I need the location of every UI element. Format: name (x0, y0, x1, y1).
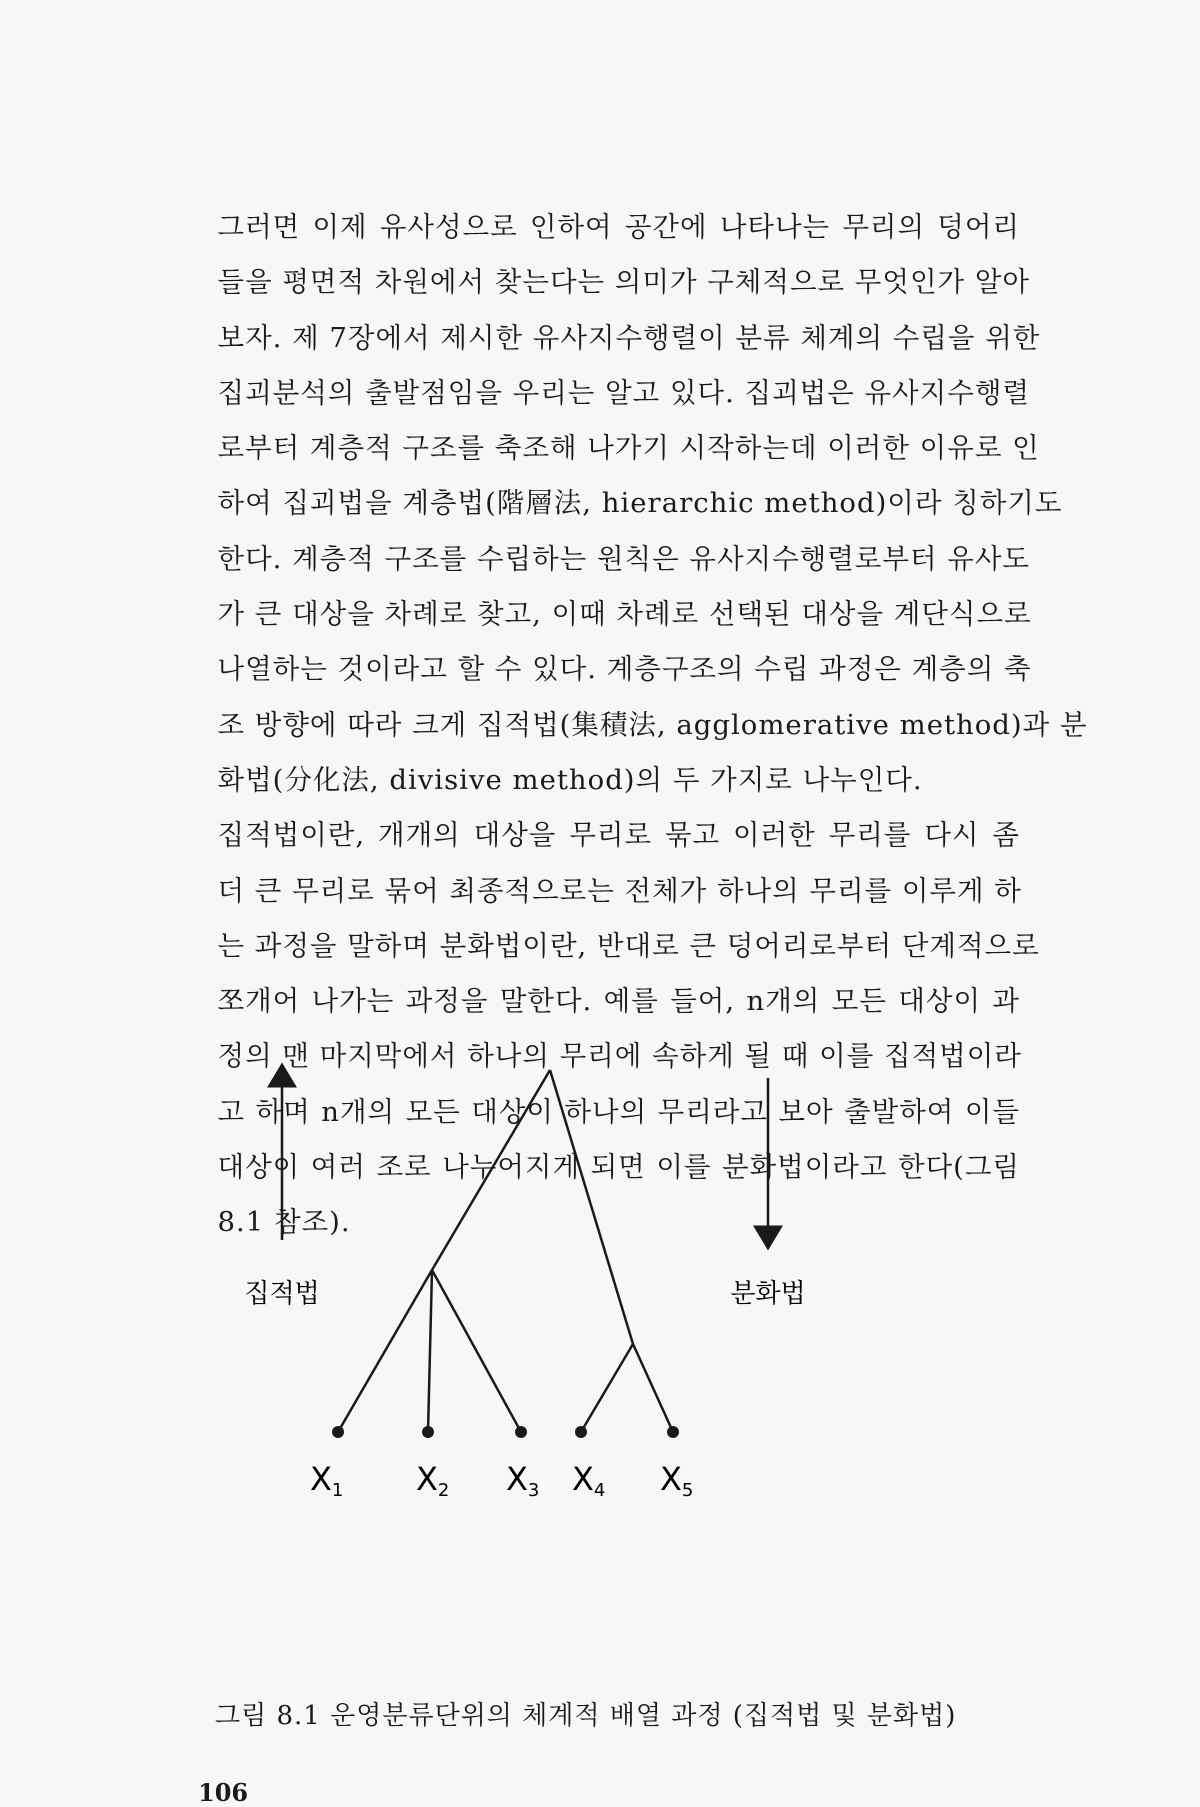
text-line: 들을 평면적 차원에서 찾는다는 의미가 구체적으로 무엇인가 알아 (217, 266, 1030, 299)
leaf-nodes (332, 1426, 679, 1438)
text-line: 집적법이란, 개개의 대상을 무리로 묶고 이러한 무리를 다시 좀 (217, 819, 1020, 852)
text-line: 하여 집괴법을 계층법(階層法, hierarchic method)이라 칭하기도 (217, 487, 1063, 520)
leaf-node-4 (575, 1426, 587, 1438)
text-line: 그러면 이제 유사성으로 인하여 공간에 나타나는 무리의 덩어리 (217, 211, 1020, 243)
text-line: 조 방향에 따라 크게 집적법(集積法, agglomerative method)과 분 (217, 708, 1088, 741)
text-line: 로부터 계층적 구조를 축조해 나가기 시작하는데 이러한 이유로 인 (217, 432, 1040, 465)
text-line: 보자. 제 7장에서 제시한 유사지수행렬이 분류 체계의 수립을 위한 (217, 321, 1041, 354)
branch-root-right (550, 1070, 633, 1344)
leaf-label-3: X3 (506, 1460, 540, 1501)
text-line: 가 큰 대상을 차례로 찾고, 이때 차례로 선택된 대상을 계단식으로 (217, 598, 1032, 631)
branch-x1 (338, 1270, 432, 1432)
leaf-label-5: X5 (660, 1460, 694, 1501)
text-line: 나열하는 것이라고 할 수 있다. 계층구조의 수립 과정은 계층의 축 (217, 653, 1032, 686)
text-line: 대상이 여러 조로 나누어지게 되면 이를 분화법이라고 한다(그림 (217, 1151, 1020, 1184)
text-line: 집괴분석의 출발점임을 우리는 알고 있다. 집괴법은 유사지수행렬 (217, 376, 1030, 409)
branch-root-left (432, 1070, 550, 1270)
figure-caption: 그림 8.1 운영분류단위의 체계적 배열 과정 (집적법 및 분화법) (215, 1701, 957, 1731)
leaf-node-5 (667, 1426, 679, 1438)
leaf-label-2: X2 (416, 1460, 450, 1501)
agglomerative-label: 집적법 (244, 1279, 320, 1309)
dendrogram (244, 1070, 1020, 1590)
leaf-node-1 (332, 1426, 344, 1438)
tree-branches (338, 1070, 673, 1432)
paragraph (190, 200, 1088, 808)
text-line: 더 큰 무리로 묶어 최종적으로는 전체가 하나의 무리를 이루게 하 (217, 874, 1022, 907)
text-line: 쪼개어 나가는 과정을 말한다. 예를 들어, n개의 모든 대상이 과 (217, 985, 1020, 1018)
branch-x2 (428, 1270, 432, 1432)
leaf-node-3 (515, 1426, 527, 1438)
branch-x5 (633, 1344, 673, 1432)
text-line: 8.1 참조). (217, 1206, 351, 1239)
leaf-label-4: X4 (572, 1460, 606, 1501)
text-line: 화법(分化法, divisive method)의 두 가지로 나누인다. (217, 763, 923, 796)
leaf-node-2 (422, 1426, 434, 1438)
divisive-label: 분화법 (730, 1279, 806, 1309)
text-line: 정의 맨 마지막에서 하나의 무리에 속하게 될 때 이를 집적법이라 (217, 1040, 1022, 1073)
branch-x4 (581, 1344, 633, 1432)
figure-8-1 (244, 1070, 1020, 1590)
leaf-labels (310, 1460, 693, 1501)
leaf-label-1: X1 (310, 1460, 344, 1501)
page-number: 106 (198, 1778, 249, 1807)
branch-x3 (432, 1270, 521, 1432)
text-line: 고 하며 n개의 모든 대상이 하나의 무리라고 보아 출발하여 이들 (217, 1095, 1020, 1128)
text-line: 는 과정을 말하며 분화법이란, 반대로 큰 덩어리로부터 단계적으로 (217, 929, 1040, 962)
text-line: 한다. 계층적 구조를 수립하는 원칙은 유사지수행렬로부터 유사도 (217, 542, 1030, 575)
